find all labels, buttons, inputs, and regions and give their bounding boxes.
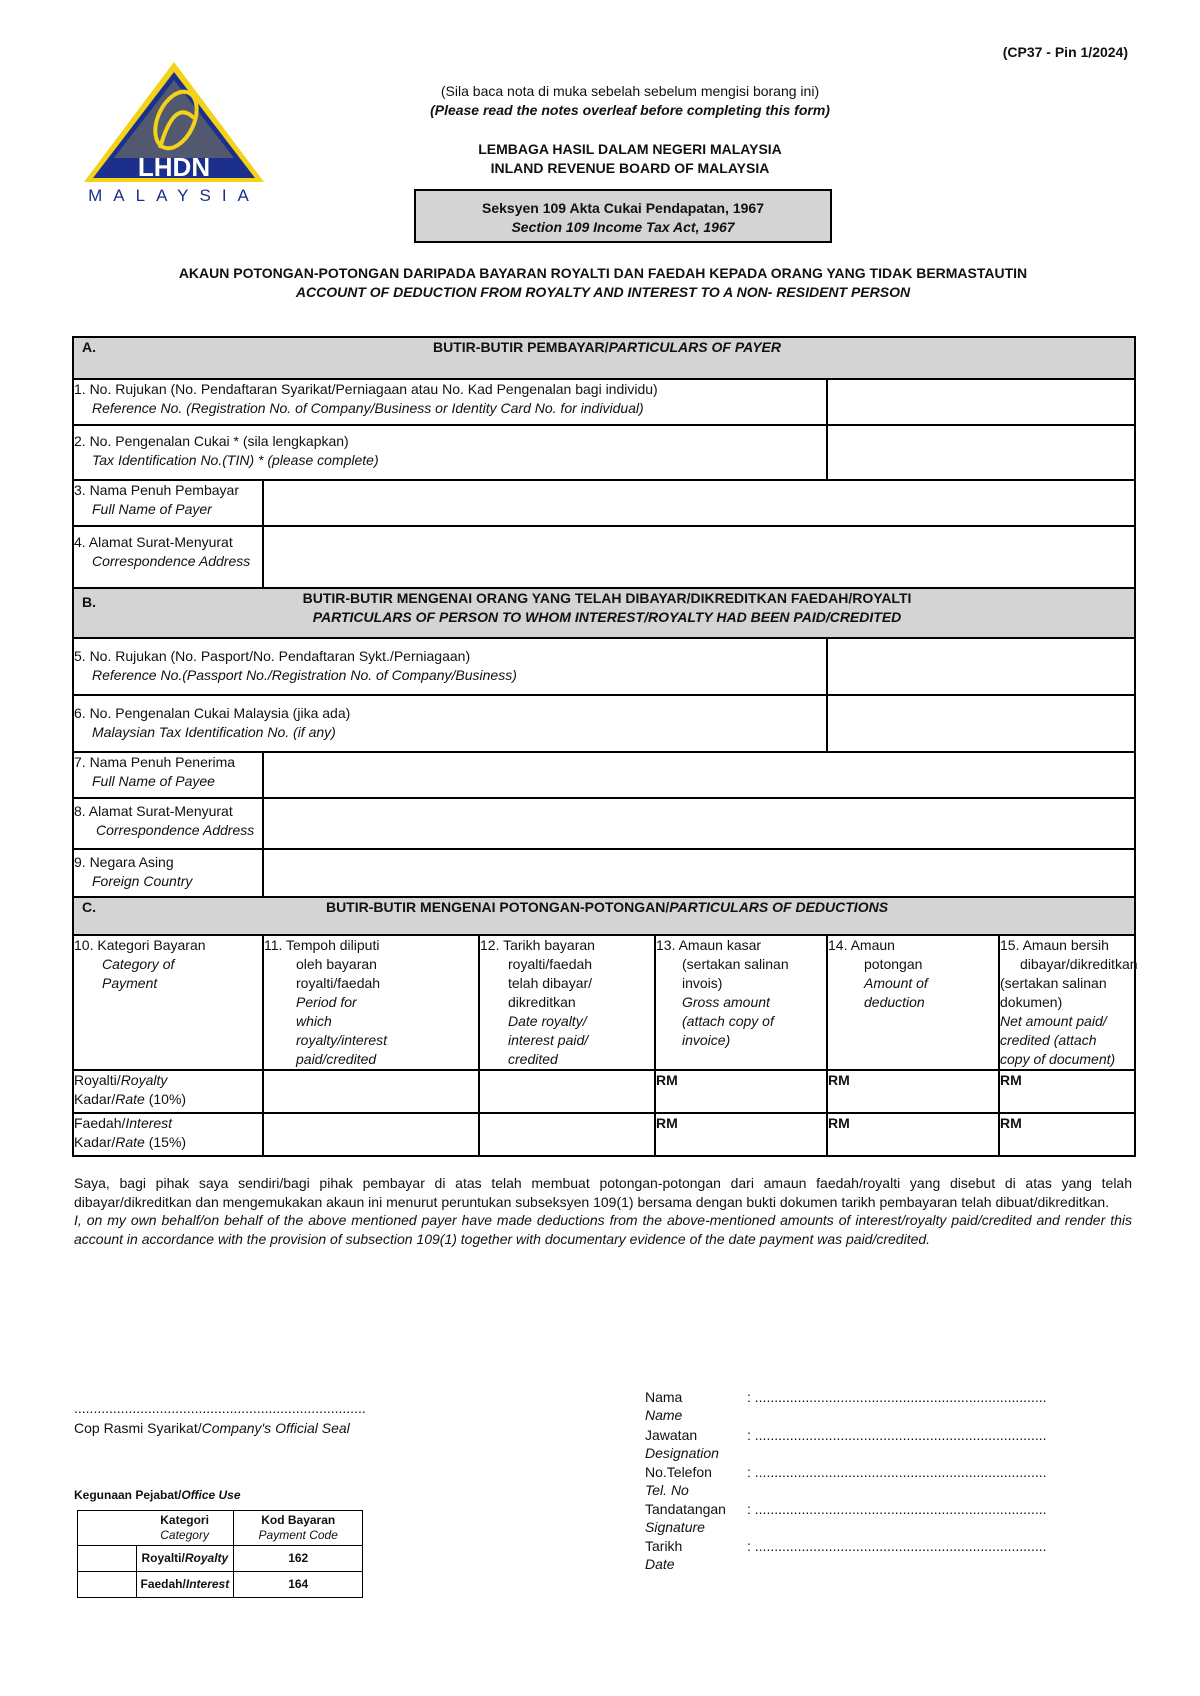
agency-en: INLAND REVENUE BOARD OF MALAYSIA (490, 160, 770, 176)
lhdn-logo-emblem (74, 58, 274, 193)
col-header-15: 15. Amaun bersih dibayar/dikreditkan (sertakan salinan dokumen) Net amount paid/ credited (attach copy of document) (999, 935, 1135, 1070)
input-tax-id[interactable] (827, 425, 1135, 480)
field-row-4 (73, 526, 1135, 588)
input-interest-period[interactable] (263, 1113, 479, 1156)
input-royalty-period[interactable] (263, 1070, 479, 1113)
label-my: 9. Negara Asing (74, 854, 174, 870)
col-header-11: 11. Tempoh diliputi oleh bayaran royalti/faedah Period for which royalty/interest paid/credited (263, 935, 479, 1070)
office-code-royalty: 162 (234, 1546, 363, 1572)
signature-phone[interactable]: No.Telefon : ........................................................................... Tel. No (645, 1464, 1047, 1498)
label-my: 4. Alamat Surat-Menyurat (74, 534, 233, 550)
input-payee-address[interactable] (263, 798, 1135, 849)
office-category-royalty: Royalti/Royalty (136, 1546, 234, 1572)
notes-en: (Please read the notes overleaf before completing this form) (430, 102, 830, 118)
input-royalty-gross[interactable]: RM (655, 1070, 827, 1113)
input-foreign-country[interactable] (263, 849, 1135, 897)
label-my: 6. No. Pengenalan Cukai Malaysia (jika ada) (74, 705, 351, 721)
agency-my: LEMBAGA HASIL DALAM NEGERI MALAYSIA (478, 141, 782, 157)
input-payee-reference[interactable] (827, 638, 1135, 695)
input-royalty-date[interactable] (479, 1070, 655, 1113)
signature-designation[interactable]: Jawatan : ........................................................................... Designation (645, 1427, 1047, 1461)
form-code: (CP37 - Pin 1/2024) (1002, 44, 1128, 60)
section-b-title-my: BUTIR-BUTIR MENGENAI ORANG YANG TELAH DIBAYAR/DIKREDITKAN FAEDAH/ROYALTI (302, 590, 912, 606)
svg-text:LHDN: LHDN (137, 152, 211, 182)
declaration-en: I, on my own behalf/on behalf of the above mentioned payer have made deductions from the above-mentioned amounts of interest/royalty paid/credited and render this account in accordance with the provision of subsection 109(1) together with documentary evidence of the date payment was paid/credited. (74, 1212, 1132, 1247)
col-header-12: 12. Tarikh bayaran royalti/faedah telah dibayar/ dikreditkan Date royalty/ interest paid/ credited (479, 935, 655, 1070)
act-box (414, 189, 832, 243)
office-col-category: Kategori Category (136, 1511, 234, 1546)
section-a-label: A. (82, 339, 96, 355)
label-en: Malaysian Tax Identification No. (if any) (92, 724, 336, 740)
field-label-3 (73, 480, 263, 526)
office-check-royalty[interactable] (78, 1546, 137, 1572)
input-royalty-deduction[interactable]: RM (827, 1070, 999, 1113)
input-payer-name[interactable] (263, 480, 1135, 526)
field-label-6 (73, 695, 827, 752)
field-row-8 (73, 798, 1135, 849)
field-label-2 (73, 425, 827, 480)
label-en: Correspondence Address (96, 822, 255, 838)
signature-date[interactable]: Tarikh : ........................................................................... Date (645, 1538, 1047, 1572)
field-label-1 (73, 379, 827, 425)
input-interest-net[interactable]: RM (999, 1113, 1135, 1156)
section-c-header (73, 897, 1135, 935)
section-c-label: C. (82, 899, 96, 915)
section-c-title-en: PARTICULARS OF DEDUCTIONS (669, 899, 889, 915)
label-my: 2. No. Pengenalan Cukai * (sila lengkapkan) (74, 433, 349, 449)
input-payee-name[interactable] (263, 752, 1135, 798)
act-en: Section 109 Income Tax Act, 1967 (511, 219, 735, 235)
label-my: 3. Nama Penuh Pembayar (74, 482, 239, 498)
seal-label: Cop Rasmi Syarikat/Company's Official Seal (74, 1420, 350, 1436)
category-interest: Faedah/Interest Kadar/Rate (15%) (73, 1113, 263, 1156)
label-en: Correspondence Address (92, 553, 251, 569)
section-b-label: B. (82, 594, 96, 610)
signature-signature[interactable]: Tandatangan : ........................................................................... Signature (645, 1501, 1047, 1535)
input-payer-address[interactable] (263, 526, 1135, 588)
office-check-interest[interactable] (78, 1572, 137, 1598)
input-payee-tax-id[interactable] (827, 695, 1135, 752)
label-en: Reference No. (Registration No. of Company/Business or Identity Card No. for individual) (92, 400, 644, 416)
title-en: ACCOUNT OF DEDUCTION FROM ROYALTY AND INTEREST TO A NON- RESIDENT PERSON (295, 284, 911, 300)
section-b-title-en: PARTICULARS OF PERSON TO WHOM INTEREST/ROYALTY HAD BEEN PAID/CREDITED (312, 609, 902, 625)
declaration-my: Saya, bagi pihak saya sendiri/bagi pihak pembayar di atas telah membuat potongan-potongan dari amaun faedah/royalti yang disebut di atas yang telah dibayar/dikreditkan dan mengemukakan akaun ini menurut peruntukan subseksyen 109(1) bersama dengan bukti dokumen tarikh pembayaran telah dibuat/dikreditkan. (74, 1175, 1132, 1210)
office-use-title: Kegunaan Pejabat/Office Use (74, 1488, 241, 1502)
title-my: AKAUN POTONGAN-POTONGAN DARIPADA BAYARAN ROYALTI DAN FAEDAH KEPADA ORANG YANG TIDAK BERMASTAUTIN (178, 265, 1028, 281)
office-use-table (77, 1510, 363, 1598)
field-row-7 (73, 752, 1135, 798)
label-en: Foreign Country (92, 873, 193, 889)
category-royalty: Royalti/Royalty Kadar/Rate (10%) (73, 1070, 263, 1113)
field-label-5 (73, 638, 827, 695)
seal-line: ........................................................................... (74, 1400, 366, 1416)
field-label-8 (73, 798, 263, 849)
label-my: 5. No. Rujukan (No. Pasport/No. Pendaftaran Sykt./Perniagaan) (74, 648, 471, 664)
field-row-9 (73, 849, 1135, 897)
office-col-code: Kod Bayaran Payment Code (234, 1511, 363, 1546)
lhdn-logo (74, 58, 274, 208)
label-en: Full Name of Payee (92, 773, 215, 789)
signature-name[interactable]: Nama : ........................................................................... Name (645, 1389, 1047, 1423)
act-my: Seksyen 109 Akta Cukai Pendapatan, 1967 (482, 200, 764, 216)
col-header-13: 13. Amaun kasar (sertakan salinan invois) Gross amount (attach copy of invoice) (655, 935, 827, 1070)
field-row-5 (73, 638, 1135, 695)
field-row-2 (73, 425, 1135, 480)
section-b-header (73, 588, 1135, 638)
office-code-interest: 164 (234, 1572, 363, 1598)
input-interest-gross[interactable]: RM (655, 1113, 827, 1156)
label-my: 7. Nama Penuh Penerima (74, 754, 236, 770)
input-interest-deduction[interactable]: RM (827, 1113, 999, 1156)
office-category-interest: Faedah/Interest (136, 1572, 234, 1598)
notes-my: (Sila baca nota di muka sebelah sebelum mengisi borang ini) (440, 83, 820, 99)
label-en: Full Name of Payer (92, 501, 212, 517)
form-table (72, 336, 1136, 1157)
label-my: 8. Alamat Surat-Menyurat (74, 803, 233, 819)
section-a-header (73, 337, 1135, 379)
field-row-3 (73, 480, 1135, 526)
deduction-row-royalty (73, 1070, 1135, 1113)
section-a-title-en: PARTICULARS OF PAYER (608, 339, 781, 355)
deduction-header-row (73, 935, 1135, 1070)
field-row-6 (73, 695, 1135, 752)
label-en: Tax Identification No.(TIN) * (please complete) (92, 452, 379, 468)
section-c-title-my: BUTIR-BUTIR MENGENAI POTONGAN-POTONGAN/ (325, 899, 670, 915)
field-label-9 (73, 849, 263, 897)
logo-subtitle: MALAYSIA (88, 186, 260, 205)
col-header-10: 10. Kategori Bayaran Category of Payment (73, 935, 263, 1070)
input-interest-date[interactable] (479, 1113, 655, 1156)
input-royalty-net[interactable]: RM (999, 1070, 1135, 1113)
field-row-1 (73, 379, 1135, 425)
section-a-title-my: BUTIR-BUTIR PEMBAYAR/ (433, 339, 609, 355)
label-en: Reference No.(Passport No./Registration No. of Company/Business) (92, 667, 517, 683)
deduction-row-interest (73, 1113, 1135, 1156)
field-label-7 (73, 752, 263, 798)
label-my: 1. No. Rujukan (No. Pendaftaran Syarikat/Perniagaan atau No. Kad Pengenalan bagi individu) (74, 381, 658, 397)
col-header-14: 14. Amaun potongan Amount of deduction (827, 935, 999, 1070)
field-label-4 (73, 526, 263, 588)
input-reference-no[interactable] (827, 379, 1135, 425)
